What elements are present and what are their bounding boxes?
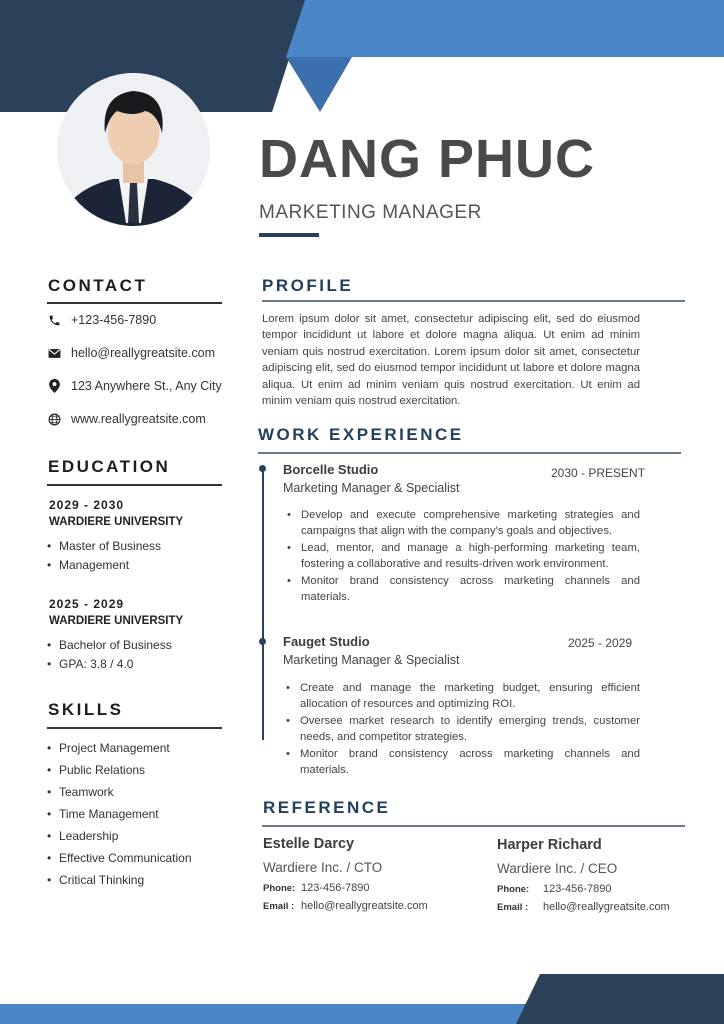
education-divider	[47, 484, 222, 486]
ref-2-phone-label: Phone:	[497, 884, 530, 895]
top-blue-fold	[286, 57, 352, 112]
job-1-duties	[283, 507, 640, 605]
skills-list	[47, 737, 192, 891]
ref-2-email: hello@reallygreatsite.com	[543, 901, 670, 913]
profile-photo	[57, 73, 210, 226]
job-1-role: Marketing Manager & Specialist	[283, 481, 460, 495]
duty-item: • Monitor brand consistency across marketing channels and materials.	[283, 573, 640, 606]
phone-icon	[47, 313, 61, 327]
duty-item: • Develop and execute comprehensive marketing strategies and campaigns that align with the company's goals and objectives.	[283, 507, 640, 540]
job-1-period: 2030 - PRESENT	[551, 466, 646, 480]
contact-address	[47, 379, 222, 393]
title-underline	[259, 233, 319, 237]
ref-2-name: Harper Richard	[497, 837, 602, 853]
skill-item: • Critical Thinking	[47, 869, 192, 891]
contact-email	[47, 346, 215, 360]
skills-divider	[47, 727, 222, 729]
skill-item: • Leadership	[47, 825, 192, 847]
ref-1-email: hello@reallygreatsite.com	[301, 900, 428, 912]
profile-summary: Lorem ipsum dolor sit amet, consectetur adipiscing elit, sed do eiusmod tempor incididunt ut labore et dolore magna aliqua. Ut enim ad minim veniam quis nostrud exercitation. Lorem ipsum dolor sit amet, consectetur adipiscing elit, sed do eiusmod tempor incididunt ut labore et dolore magna aliqua. Ut enim ad minim veniam quis nostrud exercitation. Ut enim ad minim veniam quis nostrud exercitation.	[262, 313, 640, 408]
edu-2-school: WARDIERE UNIVERSITY	[49, 615, 184, 627]
location-pin-icon	[47, 379, 61, 393]
ref-2-org: Wardiere Inc. / CEO	[497, 861, 618, 876]
job-2-period: 2025 - 2029	[568, 636, 633, 650]
ref-1-phone: 123-456-7890	[301, 882, 370, 894]
job-2-company: Fauget Studio	[283, 634, 370, 649]
candidate-title: MARKETING MANAGER	[259, 202, 482, 223]
globe-icon	[47, 412, 61, 426]
experience-timeline	[262, 468, 264, 740]
contact-heading: CONTACT	[48, 276, 148, 295]
timeline-dot	[259, 638, 266, 645]
edu-2-years: 2025 - 2029	[49, 597, 125, 611]
experience-divider	[258, 452, 681, 454]
edu-1-school: WARDIERE UNIVERSITY	[49, 516, 184, 528]
job-1-company: Borcelle Studio	[283, 462, 379, 477]
bottom-blue-bar	[0, 1004, 560, 1024]
contact-phone-text: +123-456-7890	[71, 313, 157, 327]
education-heading: EDUCATION	[48, 457, 171, 476]
duty-item: • Lead, mentor, and manage a high-performing marketing team, fostering a collaborative and results-driven work environment.	[283, 540, 640, 573]
contact-website	[47, 412, 206, 426]
mail-icon	[47, 346, 61, 360]
ref-1-org: Wardiere Inc. / CTO	[263, 860, 383, 875]
skill-item: • Effective Communication	[47, 847, 192, 869]
list-item: • Bachelor of Business	[47, 636, 172, 655]
contact-email-text: hello@reallygreatsite.com	[71, 346, 216, 360]
profile-divider	[262, 300, 685, 302]
timeline-dot	[259, 465, 266, 472]
skill-item: • Teamwork	[47, 781, 192, 803]
list-item	[47, 556, 161, 575]
contact-address-text: 123 Anywhere St., Any City	[71, 379, 222, 393]
edu-2-details	[47, 636, 172, 673]
ref-2-email-label: Email :	[497, 902, 529, 913]
skills-heading: SKILLS	[48, 700, 124, 719]
reference-heading: REFERENCE	[263, 798, 391, 817]
contact-website-text: www.reallygreatsite.com	[71, 412, 206, 426]
profile-heading: PROFILE	[262, 276, 354, 295]
edu-1-years: 2029 - 2030	[49, 498, 125, 512]
duty-item: • Create and manage the marketing budget, ensuring efficient allocation of resources and optimizing ROI.	[282, 680, 640, 713]
ref-1-email-label: Email :	[263, 901, 295, 912]
contact-divider	[47, 302, 222, 304]
edu-1-details	[47, 537, 161, 574]
list-item: • GPA: 3.8 / 4.0	[47, 655, 172, 674]
top-right-blue-banner	[286, 0, 724, 57]
skill-item: • Project Management	[47, 737, 192, 759]
ref-1-name: Estelle Darcy	[263, 836, 355, 852]
ref-1-phone-label: Phone:	[263, 883, 296, 894]
reference-divider	[262, 825, 685, 827]
bottom-right-navy-banner	[516, 974, 724, 1024]
skill-item: • Public Relations	[47, 759, 192, 781]
duty-item: • Oversee market research to identify emerging trends, customer needs, and competitor strategies.	[282, 713, 640, 746]
candidate-name: DANG PHUC	[259, 129, 596, 189]
skill-item: • Time Management	[47, 803, 192, 825]
job-2-role: Marketing Manager & Specialist	[283, 653, 460, 667]
duty-item: • Monitor brand consistency across marketing channels and materials.	[282, 746, 640, 779]
list-item: • Master of Business	[47, 537, 161, 556]
list-item-continuation: Management	[59, 557, 130, 572]
contact-phone	[47, 313, 156, 327]
job-2-duties	[282, 680, 640, 778]
ref-2-phone: 123-456-7890	[543, 883, 612, 895]
experience-heading: WORK EXPERIENCE	[258, 425, 464, 444]
